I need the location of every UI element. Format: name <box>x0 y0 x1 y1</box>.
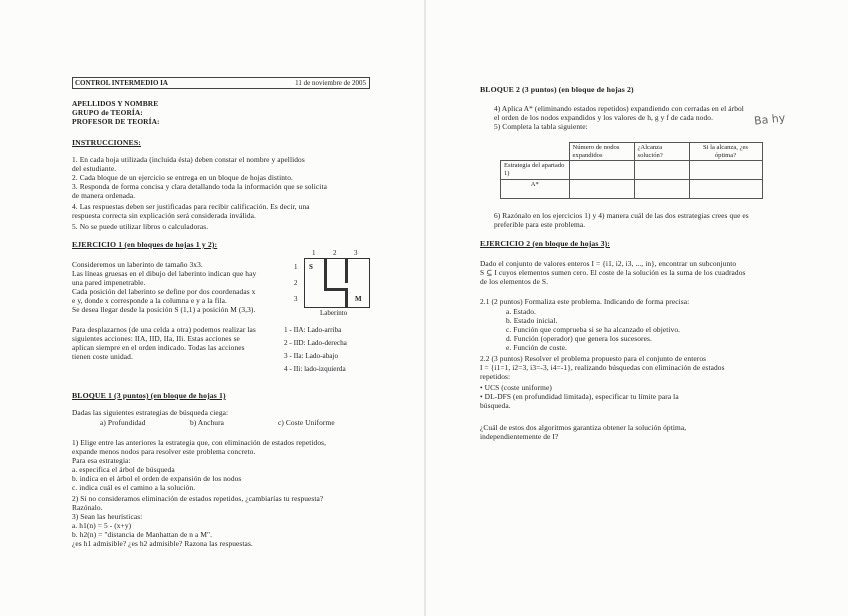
table-row-label: A* <box>501 180 570 199</box>
q22-line: • DL-DFS (en profundidad limitada), especificar tu límite para la <box>480 392 679 401</box>
maze-wall <box>345 289 348 307</box>
q1-line: a. especifica el árbol de búsqueda <box>72 465 175 474</box>
q22-line: • UCS (coste uniforme) <box>480 383 552 392</box>
instruction-line: 5. No se puede utilizar libros o calculadoras. <box>72 222 209 231</box>
exercise2-title: EJERCICIO 2 (en bloque de hojas 3): <box>480 239 610 248</box>
maze-goal: M <box>355 295 362 303</box>
q21-item: c. Función que comprueba si se ha alcanzado el objetivo. <box>506 325 681 334</box>
b2-item6-line: preferible para este problema. <box>494 220 586 229</box>
instruction-line: de manera ordenada. <box>72 191 136 200</box>
maze-start: S <box>309 263 313 271</box>
table-cell <box>689 180 762 199</box>
strategy-a: a) Profundidad <box>100 418 146 427</box>
b2-item6-line: 6) Razónalo en los ejercicios 1) y 4) manera cuál de las dos estrategias crees que es <box>494 211 749 220</box>
q21-item: e. Función de coste. <box>506 343 567 352</box>
maze-col-2: 2 <box>333 249 337 257</box>
table-cell <box>634 180 689 199</box>
moves-line: Para desplazarnos (de una celda a otra) podemos realizar las <box>72 325 256 334</box>
header-box <box>72 77 370 89</box>
maze-caption: Laberinto <box>320 309 348 317</box>
q21-item: b. Estado inicial. <box>506 316 558 325</box>
q1-line: ¿es h1 admisible? ¿es h2 admisible? Razona las respuestas. <box>72 539 253 548</box>
q21-item: a. Estado. <box>506 307 536 316</box>
q1-line: b. h2(n) = "distancia de Manhattan de n a M". <box>72 530 213 539</box>
exercise1-title: EJERCICIO 1 (en bloques de hojas 1 y 2): <box>72 240 218 249</box>
q1-line: 1) Elige entre las anteriores la estrategia que, con eliminación de estados repetidos, <box>72 438 327 447</box>
b2-line: el orden de los nodos expandidos y los valores de h, g y f de cada nodo. <box>494 113 714 122</box>
table-header-cell <box>501 143 570 161</box>
ex1-line: e y, donde x corresponde a la columna e y a la fila. <box>72 296 227 305</box>
instruction-line: respuesta correcta sin explicación será considerada inválida. <box>72 211 257 220</box>
moves-line: tienen coste unidad. <box>72 352 133 361</box>
q22-line: búsqueda. <box>480 401 511 410</box>
action-3: 3 - IIa: Lado-abajo <box>284 352 339 360</box>
q21-item: d. Función (operador) que genera los sucesores. <box>506 334 652 343</box>
table-row <box>501 161 763 180</box>
instruction-line: 1. En cada hoja utilizada (incluida ésta) deben constar el nombre y apellidos <box>72 155 305 164</box>
page-fold <box>424 0 426 616</box>
table-header-cell: Número de nodos expandidos <box>569 143 634 161</box>
table-row-label: Estrategia del apartado 1) <box>501 161 570 180</box>
table-row <box>501 180 763 199</box>
strategy-b: b) Anchura <box>190 418 225 427</box>
field-group: GRUPO de TEORÍA: <box>72 108 143 117</box>
q22-line: I = {i1=1, i2=3, i3=-3, i4=-1}, realizando búsquedas con eliminación de estados <box>480 363 725 372</box>
table-cell <box>569 180 634 199</box>
instruction-line: 3. Responda de forma concisa y clara detallando toda la información que se solicita <box>72 182 327 191</box>
q1-line: expande menos nodos para resolver este problema concreto. <box>72 447 256 456</box>
ex2-line: S ⊆ I cuyos elementos sumen cero. El coste de la solución es la suma de los cuadrados <box>480 268 746 277</box>
q1-line: c. indica cuál es el camino a la solución. <box>72 483 196 492</box>
instructions-title: INSTRUCCIONES: <box>72 138 141 147</box>
maze-wall <box>345 259 348 283</box>
final-question-line: independientemente de I? <box>480 432 559 441</box>
block2-title: BLOQUE 2 (3 puntos) (en bloque de hojas 2) <box>480 85 634 94</box>
table-header-cell: ¿Alcanza solución? <box>634 143 689 161</box>
q1-line: Razónalo. <box>72 503 103 512</box>
q1-line: 2) Si no consideramos eliminación de estados repetidos, ¿cambiarías tu respuesta? <box>72 494 324 503</box>
action-1: 1 - IIA: Lado-arriba <box>284 326 342 334</box>
handwritten-note: Ba hy <box>753 111 786 128</box>
ex1-line: una pared impenetrable. <box>72 278 146 287</box>
maze-wall <box>324 259 327 291</box>
ex1-line: Cada posición del laberinto se define por dos coordenadas x <box>72 287 256 296</box>
maze-row-3: 3 <box>294 295 298 303</box>
ex1-line: Consideremos un laberinto de tamaño 3x3. <box>72 260 203 269</box>
ex1-line: Las líneas gruesas en el dibujo del laberinto indican que hay <box>72 269 257 278</box>
ex2-line: de los elementos de S. <box>480 277 549 286</box>
block1-intro: Dadas las siguientes estrategias de búsqueda ciega: <box>72 408 229 417</box>
instruction-line: 4. Las respuestas deben ser justificadas para recibir calificación. Es decir, una <box>72 202 310 211</box>
field-professor: PROFESOR DE TEORÍA: <box>72 117 160 126</box>
q22-line: repetidos: <box>480 372 511 381</box>
q1-line: b. indica en el árbol el orden de expansión de los nodos <box>72 474 242 483</box>
q22-line: 2.2 (3 puntos) Resolver el problema propuesto para el conjunto de enteros <box>480 354 707 363</box>
table-cell <box>689 161 762 180</box>
ex1-line: Se desea llegar desde la posición S (1,1) a posición M (3,3). <box>72 305 256 314</box>
block1-title: BLOQUE 1 (3 puntos) (en bloque de hojas 1) <box>72 391 226 400</box>
moves-line: siguientes acciones: IIA, IID, IIa, IIi. Estas acciones se <box>72 334 240 343</box>
table-header-row <box>501 143 763 161</box>
b2-line: 5) Completa la tabla siguiente: <box>494 122 588 131</box>
q21-title: 2.1 (2 puntos) Formaliza este problema. Indicando de forma precisa: <box>480 297 690 306</box>
ex2-line: Dado el conjunto de valores enteros I = {i1, i2, i3, ..., in}, encontrar un subconjunto <box>480 259 737 268</box>
q1-line: 3) Sean las heurísticas: <box>72 512 143 521</box>
moves-line: aplican siempre en el orden indicado. Todas las acciones <box>72 343 245 352</box>
instruction-line: 2. Cada bloque de un ejercicio se entrega en un bloque de hojas distinto. <box>72 173 293 182</box>
header-course: CONTROL INTERMEDIO IA <box>75 79 168 87</box>
final-question-line: ¿Cuál de estos dos algoritmos garantiza obtener la solución óptima, <box>480 423 687 432</box>
maze-grid <box>304 258 370 308</box>
maze-row-1: 1 <box>294 263 298 271</box>
b2-line: 4) Aplica A* (eliminando estados repetidos) expandiendo con cerradas en el árbol <box>494 104 744 113</box>
header-date: 11 de noviembre de 2005 <box>295 79 366 87</box>
table-cell <box>569 161 634 180</box>
q1-line: Para esa estrategia: <box>72 456 131 465</box>
maze-col-1: 1 <box>312 249 316 257</box>
field-name: APELLIDOS Y NOMBRE <box>72 99 159 108</box>
maze-col-3: 3 <box>354 249 358 257</box>
q1-line: a. h1(n) = 5 - (x+y) <box>72 521 132 530</box>
strategy-c: c) Coste Uniforme <box>278 418 335 427</box>
results-table <box>500 142 763 199</box>
action-4: 4 - IIi: lado-izquierda <box>284 365 346 373</box>
instruction-line: del estudiante. <box>72 164 117 173</box>
table-cell <box>634 161 689 180</box>
action-2: 2 - IID: Lado-derecha <box>284 339 347 347</box>
table-header-cell: Si la alcanza, ¿es óptima? <box>689 143 762 161</box>
maze-row-2: 2 <box>294 279 298 287</box>
